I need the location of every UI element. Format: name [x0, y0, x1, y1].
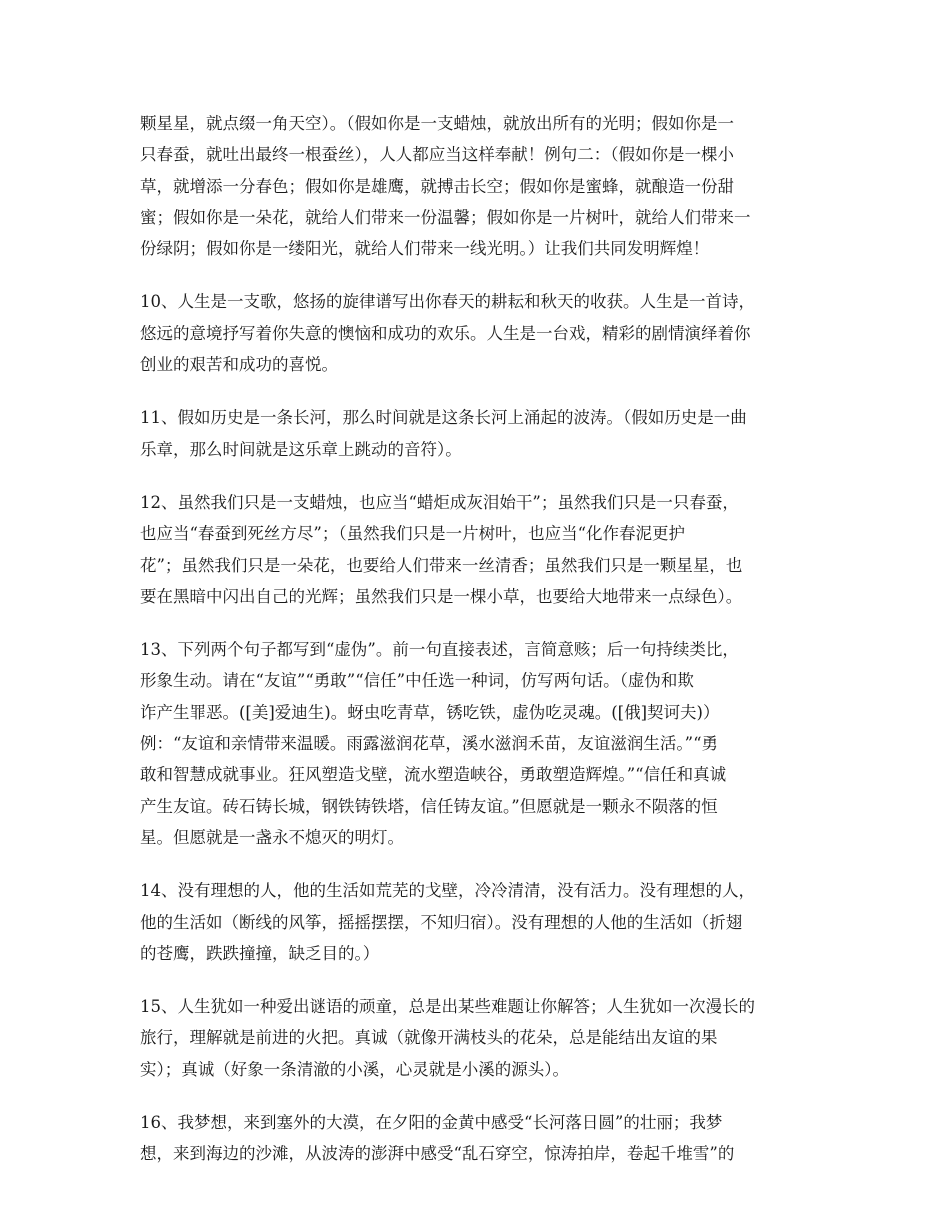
text-line: 敢和智慧成就事业。狂风塑造戈壁，流水塑造峡谷，勇敢塑造辉煌。”“信任和真诚	[140, 765, 727, 785]
paragraph	[140, 1107, 812, 1170]
text-line: 只春蚕，就吐出最终一根蚕丝），人人都应当这样奉献！例句二：（假如你是一棵小	[140, 145, 734, 165]
text-line: 想，来到海边的沙滩，从波涛的澎湃中感受“乱石穿空，惊涛拍岸，卷起千堆雪”的	[140, 1144, 735, 1164]
text-line: 悠远的意境抒写着你失意的懊恼和成功的欢乐。人生是一台戏，精彩的剧情演绎着你	[140, 323, 751, 343]
paragraph	[140, 634, 812, 853]
text-line: 例：“友谊和亲情带来温暖。雨露滋润花草，溪水滋润禾苗，友谊滋润生活。”“勇	[140, 734, 719, 754]
paragraph	[140, 402, 812, 465]
text-line: 13、下列两个句子都写到“虚伪”。前一句直接表述，言简意赅；后一句持续类比，	[140, 640, 739, 660]
text-line: 草，就增添一分春色；假如你是雄鹰，就搏击长空；假如你是蜜蜂，就酿造一份甜	[140, 176, 734, 196]
text-line: 12、虽然我们只是一支蜡烛，也应当“蜡炬成灰泪始干”；虽然我们只是一只春蚕，	[140, 492, 739, 512]
text-line: 也应当“春蚕到死丝方尽”；（虽然我们只是一片树叶，也应当“化作春泥更护	[140, 524, 686, 544]
text-line: 产生友谊。砖石铸长城，钢铁铸铁塔，信任铸友谊。”但愿就是一颗永不陨落的恒	[140, 796, 718, 816]
text-line: 16、我梦想，来到塞外的大漠，在夕阳的金黄中感受“长河落日圆”的壮丽；我梦	[140, 1113, 723, 1133]
text-line: 的苍鹰，跌跌撞撞，缺乏目的。）	[140, 943, 380, 963]
text-line: 乐章，那么时间就是这乐章上跳动的音符）。	[140, 439, 462, 459]
text-line: 蜜；假如你是一朵花，就给人们带来一份温馨；假如你是一片树叶，就给人们带来一	[140, 207, 751, 227]
text-line: 实）；真诚（好象一条清澈的小溪，心灵就是小溪的源头）。	[140, 1059, 569, 1079]
text-line: 诈产生罪恶。([美]爱迪生)。蚜虫吃青草，锈吃铁，虚伪吃灵魂。([俄]契诃夫)）	[140, 702, 720, 722]
text-line: 他的生活如（断线的风筝，摇摇摆摆，不知归宿）。没有理想的人他的生活如（折翅	[140, 912, 743, 932]
text-line: 份绿阴；假如你是一缕阳光，就给人们带来一线光明。）让我们共同发明辉煌！	[140, 239, 710, 259]
paragraph	[140, 991, 812, 1085]
text-line: 星。但愿就是一盏永不熄灭的明灯。	[140, 827, 404, 847]
paragraph	[140, 108, 812, 264]
text-line: 14、没有理想的人，他的生活如荒芜的戈壁，冷冷清清，没有活力。没有理想的人，	[140, 881, 755, 901]
text-line: 花”；虽然我们只是一朵花，也要给人们带来一丝清香；虽然我们只是一颗星星，也	[140, 555, 743, 575]
paragraph	[140, 875, 812, 969]
text-line: 15、人生犹如一种爱出谜语的顽童，总是出某些难题让你解答；人生犹如一次漫长的	[140, 997, 755, 1017]
paragraph	[140, 286, 812, 380]
text-line: 创业的艰苦和成功的喜悦。	[140, 355, 338, 375]
text-line: 11、假如历史是一条长河，那么时间就是这条长河上涌起的波涛。（假如历史是一曲	[140, 408, 747, 428]
document-body	[140, 108, 812, 1192]
text-line: 旅行，理解就是前进的火把。真诚（就像开满枝头的花朵，总是能结出友谊的果	[140, 1028, 718, 1048]
text-line: 10、人生是一支歌，悠扬的旋律谱写出你春天的耕耘和秋天的收获。人生是一首诗，	[140, 292, 755, 312]
text-line: 形象生动。请在“友谊”“勇敢”“信任”中任选一种词，仿写两句话。（虚伪和欺	[140, 671, 694, 691]
text-line: 要在黑暗中闪出自己的光辉；虽然我们只是一棵小草，也要给大地带来一点绿色）。	[140, 586, 743, 606]
text-line: 颗星星，就点缀一角天空）。（假如你是一支蜡烛，就放出所有的光明；假如你是一	[140, 114, 734, 133]
paragraph	[140, 487, 812, 612]
